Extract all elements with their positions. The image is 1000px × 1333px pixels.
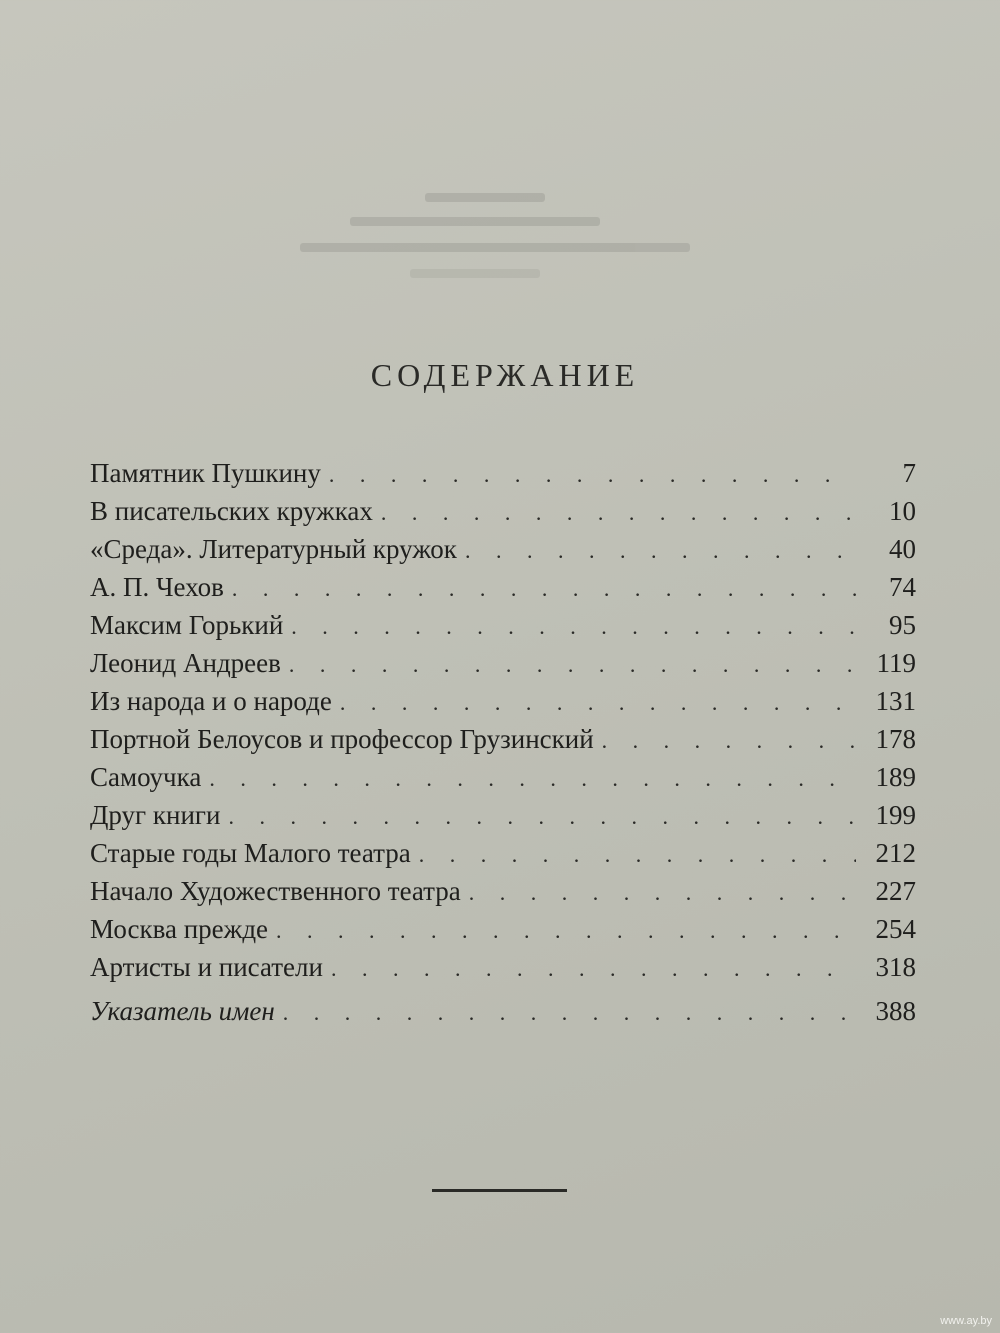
toc-entry (90, 648, 916, 688)
toc-entry-title: Старые годы Малого театра (90, 838, 411, 868)
dot-leader (340, 690, 856, 716)
toc-entry-page: 40 (889, 534, 916, 564)
dot-leader (289, 652, 856, 678)
toc-entry-page: 227 (875, 876, 916, 906)
toc-entry-title: Леонид Андреев (90, 648, 281, 678)
page-title: СОДЕРЖАНИЕ (370, 357, 640, 393)
toc-entry-page: 212 (875, 838, 916, 868)
toc-entry-title: В писательских кружках (90, 496, 373, 526)
toc-entry-page: 74 (889, 572, 916, 602)
toc-entry-page: 95 (889, 610, 916, 640)
dot-leader (291, 614, 856, 640)
toc-entry-title: Друг книги (90, 800, 221, 830)
toc-entry (90, 686, 916, 726)
toc-entry (90, 838, 916, 878)
toc-entry (90, 876, 916, 916)
toc-entry (90, 458, 916, 498)
toc-entry-title: Артисты и писатели (90, 952, 323, 982)
toc-entry-page: 7 (902, 458, 916, 488)
toc-index-page: 388 (875, 996, 916, 1026)
toc-entry-title: Самоучка (90, 762, 202, 792)
dot-leader (276, 918, 856, 944)
dot-leader (469, 880, 856, 906)
watermark: www.ay.by (940, 1315, 992, 1327)
dot-leader (465, 538, 856, 564)
dot-leader (209, 766, 856, 792)
toc-entry-title: Москва прежде (90, 914, 269, 944)
dot-leader (419, 842, 856, 868)
dot-leader (381, 500, 856, 526)
toc-entry (90, 610, 916, 650)
toc-entry-page: 189 (875, 762, 916, 792)
toc-entry-title: А. П. Чехов (90, 572, 224, 602)
toc-entry (90, 496, 916, 536)
toc-entry (90, 952, 916, 992)
toc-entry (90, 762, 916, 802)
toc-entry-page: 178 (875, 724, 916, 754)
toc-entry-page: 119 (876, 648, 916, 678)
toc-entry (90, 914, 916, 954)
toc-entry-page: 199 (875, 800, 916, 830)
dot-leader (228, 804, 856, 830)
toc-entry (90, 800, 916, 840)
toc-entry-page: 254 (875, 914, 916, 944)
toc-entry-page: 318 (875, 952, 916, 982)
toc-entry (90, 572, 916, 612)
closing-rule (432, 1189, 567, 1192)
dot-leader (329, 462, 856, 488)
dot-leader (602, 728, 856, 754)
toc-entry-title: Из народа и о народе (90, 686, 332, 716)
dot-leader (232, 576, 856, 602)
toc-entry (90, 724, 916, 764)
toc-entry-title: Памятник Пушкину (90, 458, 321, 488)
show-through-text (250, 185, 900, 275)
toc-entry (90, 534, 916, 574)
toc-entry-page: 10 (889, 496, 916, 526)
toc-entry-title: «Среда». Литературный кружок (90, 534, 457, 564)
toc-index-title: Указатель имен (90, 996, 275, 1026)
toc-entry-title: Начало Художественного театра (90, 876, 461, 906)
toc-index-entry (90, 996, 916, 1036)
toc-entry-title: Максим Горький (90, 610, 284, 640)
dot-leader (283, 1000, 856, 1026)
dot-leader (331, 956, 856, 982)
toc-entry-title: Портной Белоусов и профессор Грузинский (90, 724, 594, 754)
toc-entry-page: 131 (875, 686, 916, 716)
